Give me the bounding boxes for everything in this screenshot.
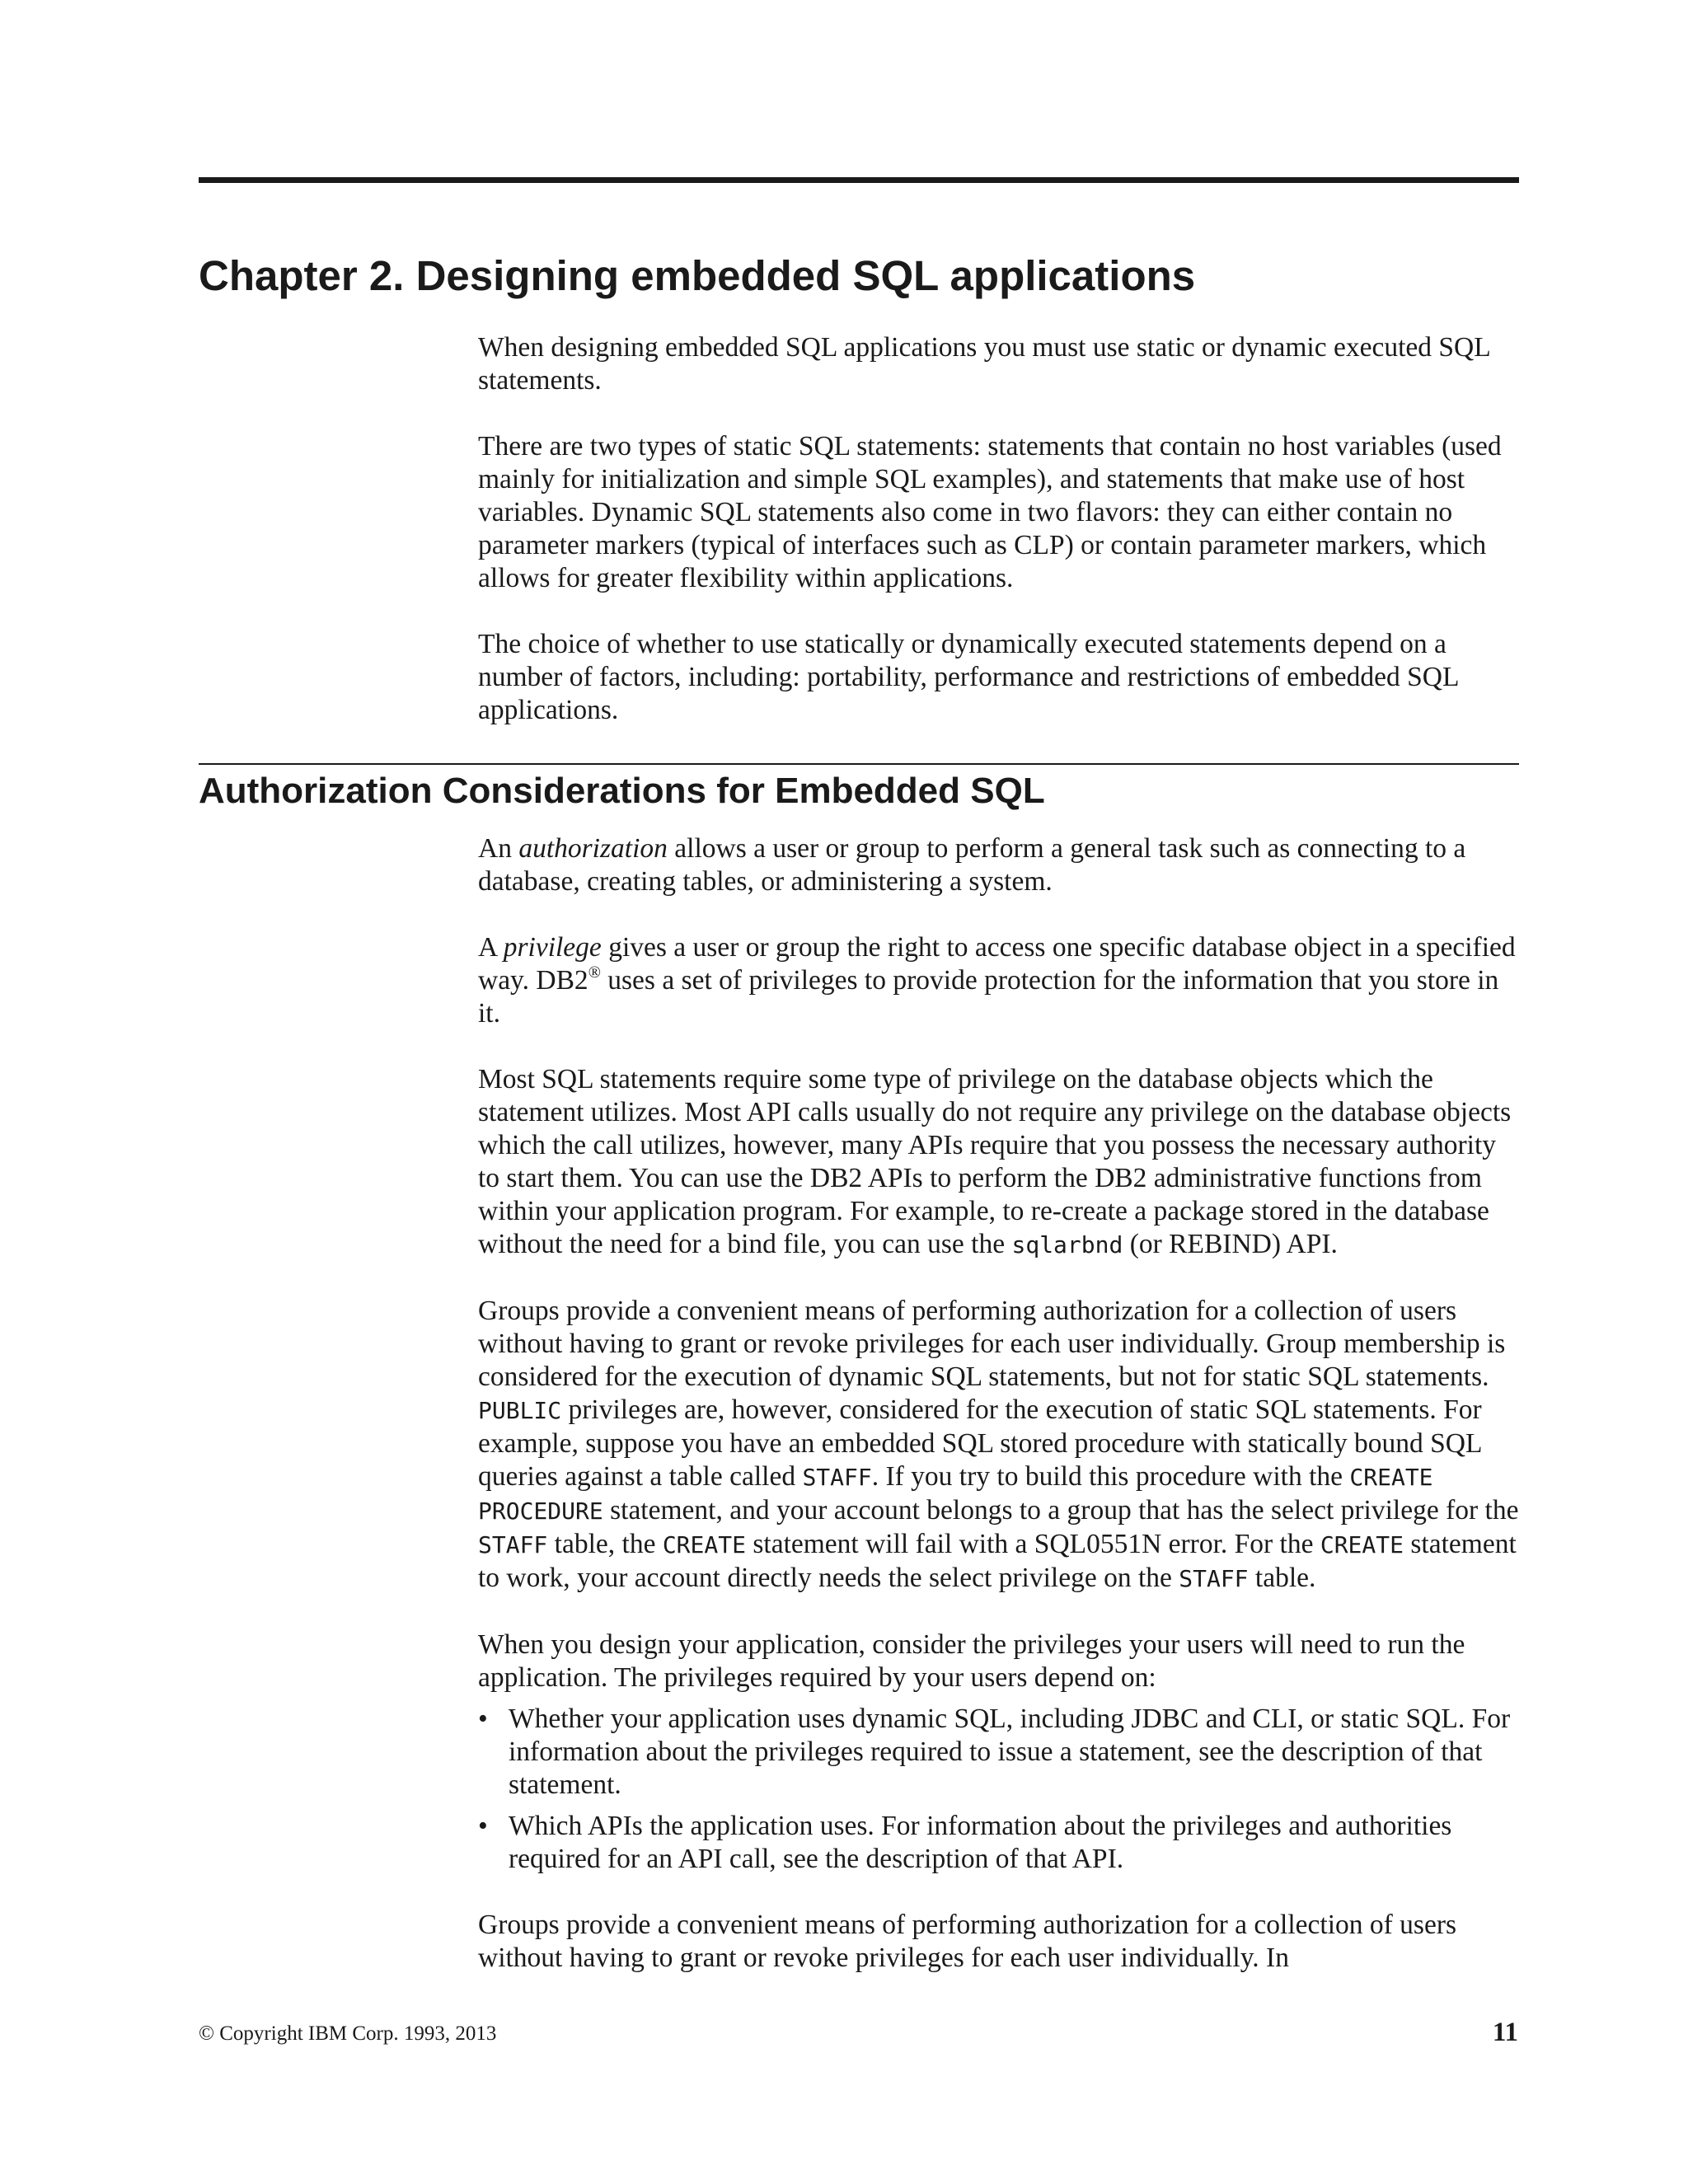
intro-section [478,331,1521,760]
code-sqlarbnd: sqlarbnd [1011,1231,1123,1258]
code-staff: STAFF [1179,1565,1249,1592]
list-item [478,1810,1521,1876]
authorization-section [478,832,1521,2008]
code-public: PUBLIC [478,1397,562,1424]
text-run: allows a user or group to perform a general task such as connecting to a database, creating tables, or administering a system. [478,833,1466,897]
text-run: gives a user or group the right to access one specific database object in a specified way. DB2 [478,932,1516,996]
code-staff: STAFF [802,1464,872,1491]
text-run: table, the [547,1529,663,1559]
code-create-procedure: CREATE PROCEDURE [478,1464,1433,1525]
top-rule [199,177,1519,183]
page-number: 11 [1492,2018,1518,2047]
footer-copyright: © Copyright IBM Corp. 1993, 2013 [199,2022,497,2045]
intro-paragraph-1: When designing embedded SQL applications you must use static or dynamic executed SQL statements. [478,332,1490,396]
bullet-icon: • [478,1704,488,1734]
code-staff: STAFF [478,1531,548,1558]
groups-paragraph [478,1295,1521,1596]
design-paragraph: When you design your application, consider the privileges your users will need to run the application. The privileges required by your users depend on: [478,1629,1465,1693]
text-run: privileges are, however, considered for the execution of static SQL statements. For example, suppose you have an embedded SQL stored procedure with statically bound SQL queries against a table called [478,1394,1482,1492]
groups-continued-paragraph: Groups provide a convenient means of performing authorization for a collection of users without having to grant or revoke privileges for each user individually. In [478,1910,1457,1973]
list-item-text: Which APIs the application uses. For information about the privileges and authorities required for an API call, see the description of that API. [509,1811,1452,1874]
text-run: (or REBIND) API. [1123,1229,1338,1259]
intro-paragraph-2: There are two types of static SQL statements: statements that contain no host variables (used mainly for initialization and simple SQL examples), and statements that make use of host variables. Dynamic SQL statements also come in two flavors: they can either contain no parameter markers (typical of interfaces such as CLP) or contain parameter markers, which allows for greater flexibility within applications. [478,431,1502,593]
privilege-term: privilege [503,932,602,963]
section-heading: Authorization Considerations for Embedded SQL [199,771,1045,811]
list-item [478,1703,1521,1802]
chapter-title: Chapter 2. Designing embedded SQL applications [199,252,1196,299]
text-run: statement to work, your account directly needs the select privilege on the [478,1529,1517,1593]
section-rule [199,763,1519,765]
bullet-icon: • [478,1811,488,1841]
code-create: CREATE [1320,1531,1404,1558]
code-create: CREATE [662,1531,746,1558]
authorization-paragraph [478,832,1521,898]
text-run: . If you try to build this procedure with the [871,1461,1350,1492]
text-run: table. [1248,1563,1316,1593]
intro-paragraph-3: The choice of whether to use statically or dynamically executed statements depend on a number of factors, including: portability, performance and restrictions of embedded SQL applications. [478,629,1459,725]
privilege-paragraph [478,931,1521,1030]
text-run: uses a set of privileges to provide protection for the information that you store in it. [478,965,1499,1029]
text-run: A [478,932,504,963]
authorization-term: authorization [518,833,668,864]
text-run: Groups provide a convenient means of performing authorization for a collection of users without having to grant or revoke privileges for each user individually. Group membership is considered for the execution of dynamic SQL statements, but not for static SQL statements. [478,1296,1506,1392]
privilege-factors-list [478,1703,1521,1876]
text-run: An [478,833,519,864]
text-run: statement will fail with a SQL0551N error. For the [745,1529,1320,1559]
list-item-text: Whether your application uses dynamic SQL, including JDBC and CLI, or static SQL. For information about the privileges required to issue a statement, see the description of that statement. [509,1704,1511,1800]
api-privileges-paragraph [478,1063,1521,1262]
text-run: statement, and your account belongs to a group that has the select privilege for the [603,1495,1519,1526]
registered-mark: ® [588,963,601,982]
text-run: Most SQL statements require some type of privilege on the database objects which the statement utilizes. Most API calls usually do not require any privilege on the database objects which the call utilizes, however, many APIs require that you possess the necessary authority to start them. You can use the DB2 APIs to perform the DB2 administrative functions from within your application program. For example, to re-create a package stored in the database without the need for a bind file, you can use the [478,1064,1512,1259]
